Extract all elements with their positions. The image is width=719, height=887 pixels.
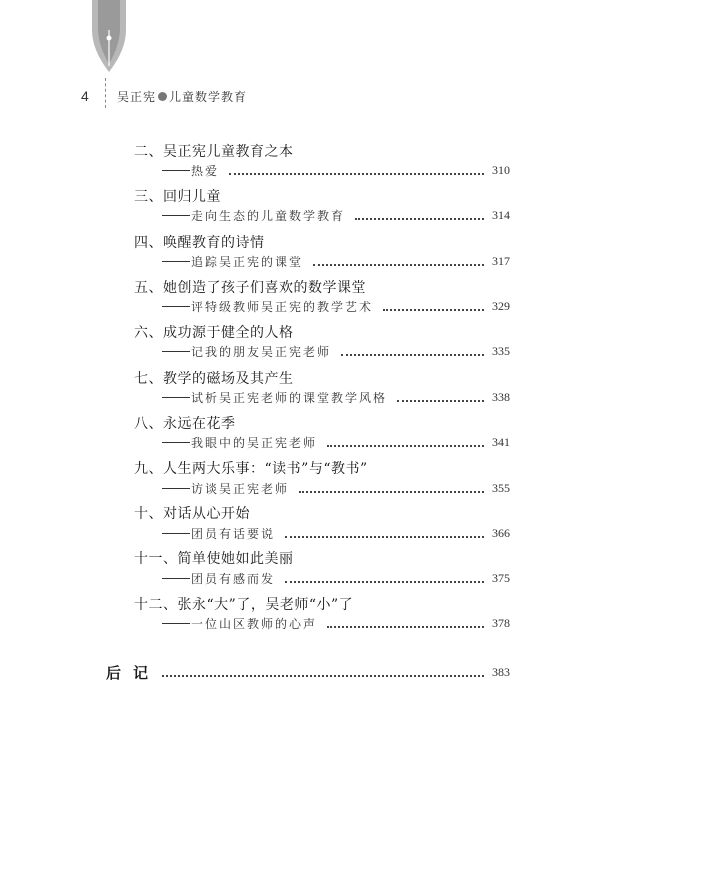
toc-entry[interactable] [162,207,510,223]
postscript-title: 后记 [106,664,161,682]
toc-entry[interactable] [162,434,510,450]
toc-page: 329 [492,298,510,313]
header-divider [105,78,106,108]
toc-subtitle: 试析吴正宪老师的课堂教学风格 [191,390,388,405]
toc-entry[interactable] [162,253,510,269]
toc-subtitle: 追踪吴正宪的课堂 [191,254,304,269]
toc-entry[interactable] [162,343,510,359]
toc-subtitle: 评特级教师吴正宪的教学艺术 [191,299,374,314]
toc-page: 341 [492,434,510,449]
toc-section-title[interactable]: 六、成功源于健全的人格 [134,325,294,341]
running-head-author: 吴正宪 [117,90,157,104]
toc-entry[interactable] [162,480,510,496]
toc-page: 314 [492,207,510,222]
toc-section-title[interactable]: 二、吴正宪儿童教育之本 [134,144,294,160]
toc-section-title[interactable]: 十一、简单使她如此美丽 [134,551,294,567]
toc-postscript[interactable] [106,663,510,681]
toc-page: 338 [492,389,510,404]
toc-section-title[interactable]: 七、教学的磁场及其产生 [134,371,294,387]
toc-page: 355 [492,480,510,495]
toc-entry[interactable] [162,162,510,178]
toc-subtitle: 记我的朋友吴正宪老师 [191,344,332,359]
toc-subtitle: 走向生态的儿童数学教育 [191,208,346,223]
toc-subtitle: 团员有话要说 [191,526,276,541]
toc-entry[interactable] [162,525,510,541]
toc-entry[interactable] [162,570,510,586]
toc-entry[interactable] [162,389,510,405]
toc-subtitle: 一位山区教师的心声 [191,616,318,631]
toc-page: 378 [492,615,510,630]
toc-subtitle: 我眼中的吴正宪老师 [191,435,318,450]
postscript-page: 383 [492,664,510,679]
running-head-title: 儿童数学教育 [169,90,248,104]
toc-section-title[interactable]: 八、永远在花季 [134,416,236,432]
toc-entry[interactable] [162,298,510,314]
toc-section-title[interactable]: 五、她创造了孩子们喜欢的数学课堂 [134,280,366,296]
toc-section-title[interactable]: 十二、张永“大”了，吴老师“小”了 [134,597,354,613]
toc-section-title[interactable]: 三、回归儿童 [134,189,221,205]
toc-subtitle: 团员有感而发 [191,571,276,586]
toc-page: 366 [492,525,510,540]
running-head [117,88,247,105]
toc-page: 310 [492,162,510,177]
toc-page: 335 [492,343,510,358]
page-number: 4 [81,88,89,104]
bullet-icon [158,92,167,101]
toc-section-title[interactable]: 九、人生两大乐事：“读书”与“教书” [134,461,368,477]
toc-entry[interactable] [162,615,510,631]
toc-section-title[interactable]: 十、对话从心开始 [134,506,250,522]
toc-page: 317 [492,253,510,268]
pen-nib-icon [84,0,134,72]
toc-page: 375 [492,570,510,585]
toc-subtitle: 热爱 [191,163,220,178]
toc-subtitle: 访谈吴正宪老师 [191,481,290,496]
toc-section-title[interactable]: 四、唤醒教育的诗情 [134,235,265,251]
